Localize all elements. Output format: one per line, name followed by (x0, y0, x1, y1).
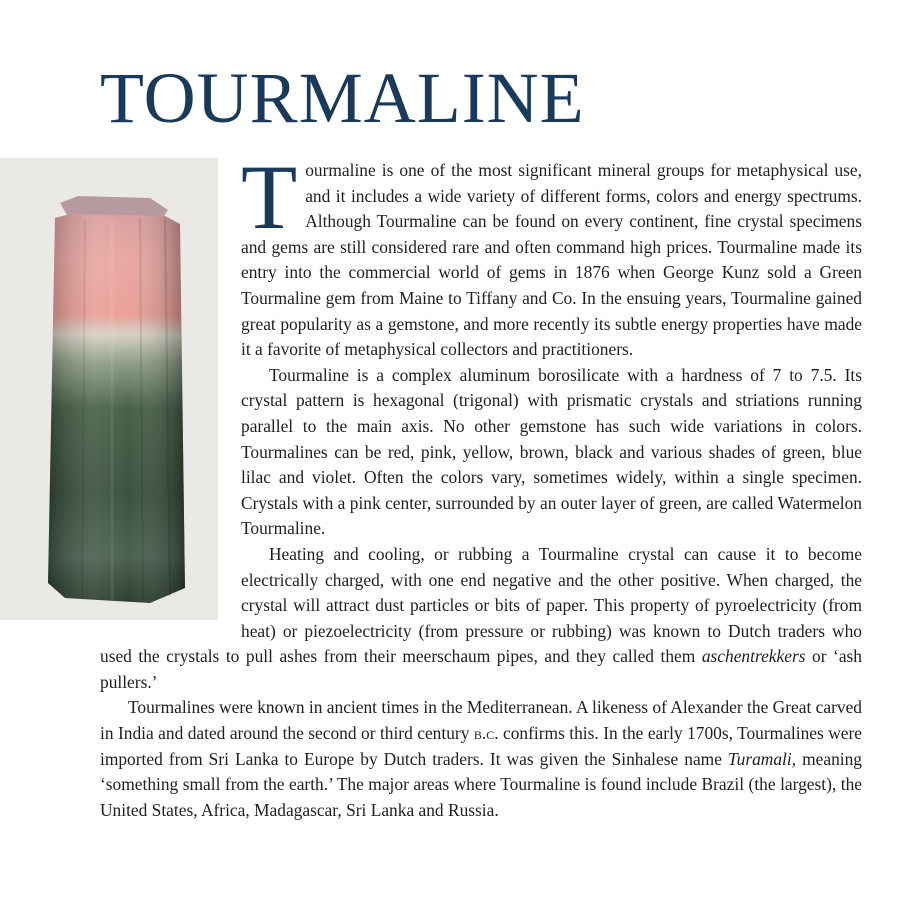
paragraph-3-text: Heating and cooling, or rubbing a Tourmaline crystal can cause it to become electrically charged, with one end negative and the other positive. When charged, the crystal will attract dust particles or bits of paper. This property of pyroelectricity (from heat) or piezoelectricity (from pressure or rubbing) was known to Dutch traders who used the crystals to pull ashes from their meerschaum pipes, and they called them (100, 543, 862, 667)
image-wrap-spacer (100, 158, 241, 620)
paragraph-4 (100, 695, 862, 823)
paragraph-1-text: ourmaline is one of the most significant mineral groups for metaphysical use, and it includes a wide variety of different forms, colors and energy spectrums. Although Tourmaline can be found on every continent, fine crystal specimens and gems are still considered rare and often command high prices. Tourmaline made its entry into the commercial world of gems in 1876 when George Kunz sold a Green Tourmaline gem from Maine to Tiffany and Co. In the ensuing years, Tourmaline gained great popularity as a gemstone, and more recently its subtle energy properties have made it a favorite of metaphysical collectors and practitioners. (241, 160, 862, 360)
italic-name: Turamali, (727, 748, 797, 769)
paragraph-4-middle: confirms this. In the early 1700s, Tourmalines were imported from Sri Lanka to Europe by Dutch traders. It was given the Sinhalese name (100, 723, 863, 769)
paragraph-3-end: or ‘ash pullers.’ (100, 646, 862, 692)
paragraph-4-end: meaning ‘something small from the earth.’ The major areas where Tourmaline is found include Brazil (the largest), the United States, Africa, Madagascar, Sri Lanka and Russia. (100, 748, 862, 820)
article-body (100, 146, 863, 823)
era-abbreviation: b.c. (473, 723, 499, 744)
italic-term: aschentrekkers (701, 646, 806, 667)
page-title: TOURMALINE (100, 58, 585, 138)
paragraph-4-text: Tourmalines were known in ancient times in the Mediterranean. A likeness of Alexander the Great carved in India and dated around the second or third century (100, 697, 862, 744)
paragraph-2: Tourmaline is a complex aluminum borosilicate with a hardness of 7 to 7.5. Its crystal pattern is hexagonal (trigonal) with prismatic crystals and striations running parallel to the main axis. No other gemstone has such wide variations in colors. Tourmalines can be red, pink, yellow, brown, black and various shades of green, blue lilac and violet. Often the colors vary, sometimes widely, within a single specimen. Crystals with a pink center, surrounded by an outer layer of green, are called Watermelon Tourmaline. (241, 364, 862, 539)
drop-cap: T (241, 146, 298, 248)
